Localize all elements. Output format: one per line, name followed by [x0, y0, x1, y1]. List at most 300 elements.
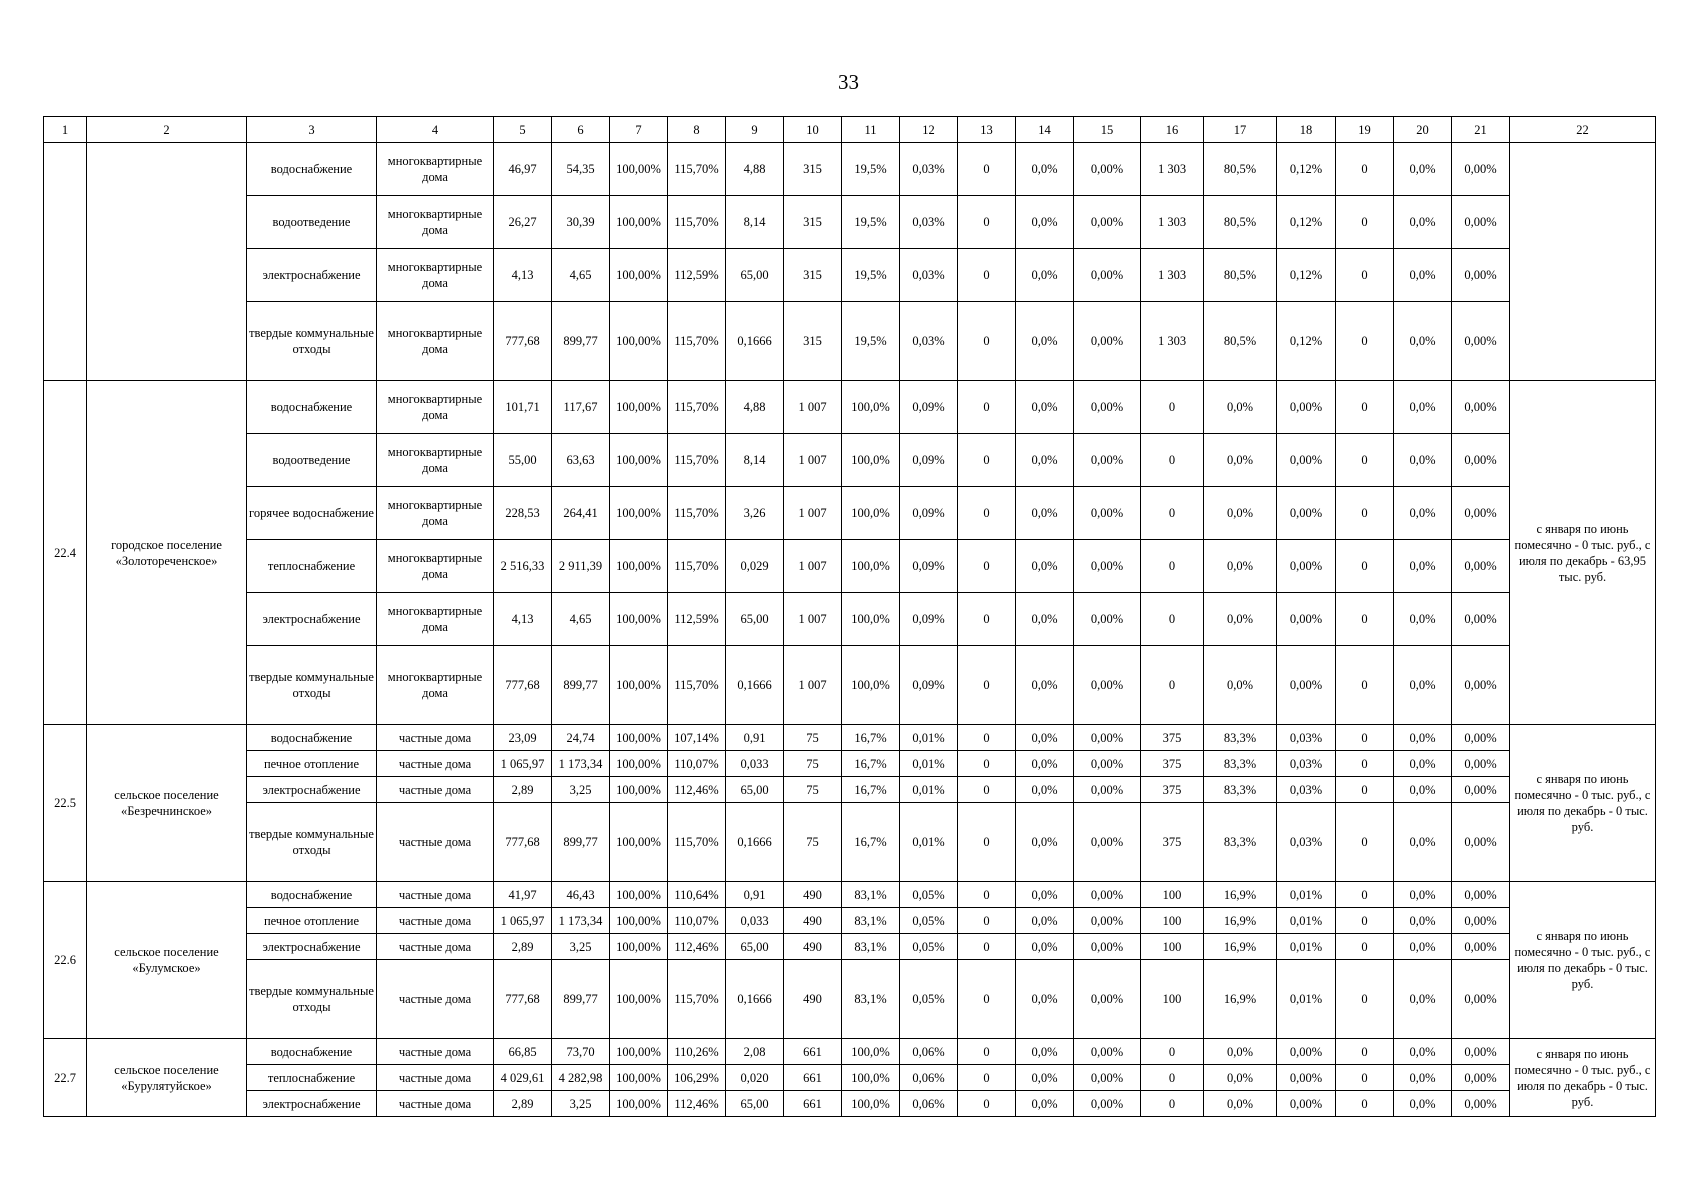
table-cell: 0,12% — [1277, 196, 1336, 249]
table-cell: водоснабжение — [247, 381, 377, 434]
table-cell: 115,70% — [668, 960, 726, 1039]
table-cell: 0 — [1336, 487, 1394, 540]
table-cell: 1 065,97 — [494, 908, 552, 934]
table-row — [44, 882, 1656, 908]
table-cell: 0,01% — [900, 803, 958, 882]
table-cell: теплоснабжение — [247, 540, 377, 593]
table-cell: 115,70% — [668, 381, 726, 434]
table-cell: 0,0% — [1016, 646, 1074, 725]
table-cell: 0,0% — [1394, 725, 1452, 751]
table-cell: 0 — [958, 196, 1016, 249]
table-cell: 0,00% — [1452, 1091, 1510, 1117]
table-cell: 115,70% — [668, 196, 726, 249]
row-number-cell: 22.6 — [44, 882, 87, 1039]
table-cell: 375 — [1141, 803, 1204, 882]
table-cell: 0,020 — [726, 1065, 784, 1091]
table-cell: 661 — [784, 1091, 842, 1117]
header-cell-11: 11 — [842, 117, 900, 143]
table-cell: 0,00% — [1074, 540, 1141, 593]
table-cell: 0,0% — [1016, 434, 1074, 487]
table-cell: 112,59% — [668, 593, 726, 646]
table-cell: 100,00% — [610, 646, 668, 725]
table-cell: 0 — [1336, 1091, 1394, 1117]
table-cell: 100 — [1141, 882, 1204, 908]
table-cell: 2,89 — [494, 934, 552, 960]
table-cell: многоквартирные дома — [377, 593, 494, 646]
settlement-name-cell: сельское поселение «Бурулятуйское» — [87, 1039, 247, 1117]
table-cell: 65,00 — [726, 1091, 784, 1117]
header-cell-13: 13 — [958, 117, 1016, 143]
table-row — [44, 777, 1656, 803]
table-cell: 0 — [1141, 540, 1204, 593]
header-row — [44, 117, 1656, 143]
table-cell: 777,68 — [494, 302, 552, 381]
table-cell: 112,46% — [668, 1091, 726, 1117]
table-cell: 0,01% — [1277, 934, 1336, 960]
table-cell: 100,00% — [610, 487, 668, 540]
table-cell: 83,3% — [1204, 777, 1277, 803]
table-cell: 100,00% — [610, 751, 668, 777]
table-cell: 30,39 — [552, 196, 610, 249]
table-cell: 0,00% — [1452, 143, 1510, 196]
table-cell: 0,1666 — [726, 803, 784, 882]
table-cell: 0,0% — [1204, 1065, 1277, 1091]
table-cell: 110,07% — [668, 751, 726, 777]
table-cell: 0,033 — [726, 751, 784, 777]
table-cell: многоквартирные дома — [377, 249, 494, 302]
table-cell: 0 — [958, 1039, 1016, 1065]
table-cell: 0,00% — [1074, 143, 1141, 196]
table-cell: 0,0% — [1394, 646, 1452, 725]
settlement-name-cell: городское поселение «Золотореченское» — [87, 381, 247, 725]
table-cell: 100,00% — [610, 434, 668, 487]
table-cell: 0 — [958, 646, 1016, 725]
table-cell: 16,7% — [842, 777, 900, 803]
table-cell: 0,00% — [1074, 196, 1141, 249]
table-cell: 4,65 — [552, 593, 610, 646]
table-cell: 106,29% — [668, 1065, 726, 1091]
table-cell: 112,46% — [668, 777, 726, 803]
table-cell: 0,0% — [1016, 908, 1074, 934]
table-cell: 0,0% — [1394, 960, 1452, 1039]
table-cell: 2,89 — [494, 777, 552, 803]
table-cell: водоотведение — [247, 434, 377, 487]
table-cell: 0 — [1336, 751, 1394, 777]
table-cell: 100,00% — [610, 908, 668, 934]
header-cell-2: 2 — [87, 117, 247, 143]
table-cell: 0,09% — [900, 434, 958, 487]
table-cell: 83,1% — [842, 934, 900, 960]
table-cell: 100,0% — [842, 593, 900, 646]
table-cell: 115,70% — [668, 434, 726, 487]
table-cell: 0 — [958, 302, 1016, 381]
table-cell: 73,70 — [552, 1039, 610, 1065]
table-cell: электроснабжение — [247, 934, 377, 960]
table-cell: 0,00% — [1452, 882, 1510, 908]
table-cell: 0,0% — [1204, 593, 1277, 646]
note-cell — [1510, 143, 1656, 381]
table-cell: частные дома — [377, 1039, 494, 1065]
table-cell: 0,0% — [1016, 381, 1074, 434]
table-cell: 1 007 — [784, 434, 842, 487]
table-cell: 26,27 — [494, 196, 552, 249]
table-cell: 0,00% — [1074, 908, 1141, 934]
table-cell: 100,00% — [610, 593, 668, 646]
table-cell: 0,00% — [1277, 540, 1336, 593]
table-cell: 4,13 — [494, 249, 552, 302]
table-cell: 19,5% — [842, 302, 900, 381]
table-cell: 0,0% — [1394, 487, 1452, 540]
table-cell: 54,35 — [552, 143, 610, 196]
table-cell: 0 — [958, 143, 1016, 196]
table-cell: 1 303 — [1141, 249, 1204, 302]
table-cell: частные дома — [377, 803, 494, 882]
table-cell: 490 — [784, 908, 842, 934]
table-cell: 0,0% — [1394, 143, 1452, 196]
table-cell: многоквартирные дома — [377, 302, 494, 381]
table-cell: 315 — [784, 249, 842, 302]
table-cell: 0 — [958, 777, 1016, 803]
table-cell: 0,00% — [1074, 882, 1141, 908]
table-cell: 0,91 — [726, 882, 784, 908]
table-cell: 0,0% — [1204, 540, 1277, 593]
table-cell: многоквартирные дома — [377, 540, 494, 593]
header-cell-7: 7 — [610, 117, 668, 143]
note-cell: с января по июнь помесячно - 0 тыс. руб., с июля по декабрь - 63,95 тыс. руб. — [1510, 381, 1656, 725]
table-cell: 0,12% — [1277, 249, 1336, 302]
table-cell: 110,07% — [668, 908, 726, 934]
table-cell: многоквартирные дома — [377, 434, 494, 487]
table-cell: 0,06% — [900, 1065, 958, 1091]
table-cell: 0 — [1336, 960, 1394, 1039]
table-cell: 1 173,34 — [552, 751, 610, 777]
table-row — [44, 1091, 1656, 1117]
table-cell: 0,00% — [1452, 1065, 1510, 1091]
table-cell: 0 — [958, 882, 1016, 908]
header-cell-1: 1 — [44, 117, 87, 143]
table-row — [44, 751, 1656, 777]
table-cell: 100,00% — [610, 934, 668, 960]
table-cell: 19,5% — [842, 249, 900, 302]
table-cell: 0 — [1336, 302, 1394, 381]
header-cell-17: 17 — [1204, 117, 1277, 143]
table-cell: 0,0% — [1394, 1065, 1452, 1091]
table-cell: 777,68 — [494, 960, 552, 1039]
table-cell: частные дома — [377, 777, 494, 803]
table-cell: 0 — [1336, 803, 1394, 882]
table-row — [44, 1039, 1656, 1065]
table-cell: 0 — [1336, 646, 1394, 725]
table-cell: 23,09 — [494, 725, 552, 751]
table-cell: 0,0% — [1016, 302, 1074, 381]
table-cell: 0,03% — [900, 143, 958, 196]
table-cell: электроснабжение — [247, 1091, 377, 1117]
table-cell: 19,5% — [842, 196, 900, 249]
table-row — [44, 1065, 1656, 1091]
table-cell: 1 007 — [784, 487, 842, 540]
table-cell: 0 — [1336, 143, 1394, 196]
table-cell: 0,03% — [1277, 777, 1336, 803]
table-cell: 0,00% — [1074, 434, 1141, 487]
table-cell: 777,68 — [494, 803, 552, 882]
table-cell: 899,77 — [552, 302, 610, 381]
table-cell: 264,41 — [552, 487, 610, 540]
table-row — [44, 434, 1656, 487]
table-cell: частные дома — [377, 1091, 494, 1117]
table-cell: 100,00% — [610, 882, 668, 908]
table-cell: 777,68 — [494, 646, 552, 725]
table-cell: 16,9% — [1204, 882, 1277, 908]
table-cell: 0,91 — [726, 725, 784, 751]
table-cell: 4,88 — [726, 143, 784, 196]
table-cell: 0,0% — [1016, 196, 1074, 249]
table-cell: теплоснабжение — [247, 1065, 377, 1091]
table-cell: частные дома — [377, 934, 494, 960]
table-cell: электроснабжение — [247, 593, 377, 646]
table-cell: 83,3% — [1204, 751, 1277, 777]
table-row — [44, 934, 1656, 960]
table-cell: 315 — [784, 196, 842, 249]
table-cell: 0,0% — [1394, 381, 1452, 434]
table-cell: 0,0% — [1016, 882, 1074, 908]
table-cell: 100,00% — [610, 1065, 668, 1091]
table-cell: 101,71 — [494, 381, 552, 434]
table-cell: 0 — [1336, 1065, 1394, 1091]
table-cell: 0,06% — [900, 1091, 958, 1117]
table-cell: 490 — [784, 934, 842, 960]
header-cell-8: 8 — [668, 117, 726, 143]
table-cell: 0,01% — [900, 751, 958, 777]
table-cell: 46,97 — [494, 143, 552, 196]
table-cell: 1 007 — [784, 540, 842, 593]
table-cell: 112,46% — [668, 934, 726, 960]
table-cell: 100,00% — [610, 302, 668, 381]
table-cell: 0 — [1336, 249, 1394, 302]
header-cell-6: 6 — [552, 117, 610, 143]
table-cell: 0,0% — [1394, 540, 1452, 593]
table-cell: 899,77 — [552, 646, 610, 725]
table-cell: 16,7% — [842, 751, 900, 777]
table-cell: 0 — [958, 725, 1016, 751]
table-cell: 0,00% — [1452, 725, 1510, 751]
table-cell: 100,00% — [610, 540, 668, 593]
table-cell: 0 — [958, 934, 1016, 960]
row-number-cell: 22.7 — [44, 1039, 87, 1117]
table-cell: 0 — [1141, 434, 1204, 487]
table-cell: 0,00% — [1452, 934, 1510, 960]
table-cell: 16,9% — [1204, 908, 1277, 934]
table-cell: твердые коммунальные отходы — [247, 960, 377, 1039]
table-cell: 0,00% — [1452, 646, 1510, 725]
table-cell: твердые коммунальные отходы — [247, 646, 377, 725]
table-cell: 2 516,33 — [494, 540, 552, 593]
table-cell: частные дома — [377, 882, 494, 908]
table-cell: 0 — [958, 751, 1016, 777]
table-cell: 0,01% — [900, 725, 958, 751]
tariff-table — [43, 116, 1656, 1117]
page-number: 33 — [838, 70, 859, 94]
table-cell: 0,00% — [1277, 487, 1336, 540]
table-cell: 0,03% — [1277, 751, 1336, 777]
table-cell: 661 — [784, 1065, 842, 1091]
table-cell: 8,14 — [726, 196, 784, 249]
table-cell: 115,70% — [668, 143, 726, 196]
header-cell-22: 22 — [1510, 117, 1656, 143]
table-cell: 0 — [1336, 908, 1394, 934]
table-cell: 0,00% — [1074, 1039, 1141, 1065]
table-cell: 0,00% — [1074, 302, 1141, 381]
table-cell: 0,0% — [1016, 803, 1074, 882]
table-cell: 0,0% — [1204, 381, 1277, 434]
table-cell: 0,0% — [1016, 143, 1074, 196]
header-cell-9: 9 — [726, 117, 784, 143]
table-cell: 100,00% — [610, 249, 668, 302]
table-cell: частные дома — [377, 1065, 494, 1091]
table-row — [44, 960, 1656, 1039]
table-cell: 46,43 — [552, 882, 610, 908]
table-cell: 0,00% — [1452, 777, 1510, 803]
table-cell: 100,00% — [610, 1091, 668, 1117]
header-cell-4: 4 — [377, 117, 494, 143]
table-cell: водоснабжение — [247, 882, 377, 908]
table-cell: 55,00 — [494, 434, 552, 487]
table-cell: 0,00% — [1452, 803, 1510, 882]
table-cell: 65,00 — [726, 249, 784, 302]
table-row — [44, 196, 1656, 249]
table-cell: электроснабжение — [247, 777, 377, 803]
table-cell: 0,01% — [1277, 882, 1336, 908]
table-cell: 0,00% — [1277, 646, 1336, 725]
table-cell: 0,0% — [1016, 593, 1074, 646]
table-cell: 100,00% — [610, 196, 668, 249]
table-cell: 83,1% — [842, 882, 900, 908]
table-cell: 3,26 — [726, 487, 784, 540]
table-cell: 0,03% — [1277, 725, 1336, 751]
table-cell: 1 007 — [784, 593, 842, 646]
table-cell: 1 007 — [784, 646, 842, 725]
table-cell: 115,70% — [668, 803, 726, 882]
table-cell: 0,00% — [1074, 1091, 1141, 1117]
table-cell: 0,01% — [900, 777, 958, 803]
settlement-name-cell — [87, 143, 247, 381]
table-cell: 1 303 — [1141, 196, 1204, 249]
table-cell: 0 — [1336, 777, 1394, 803]
table-row — [44, 908, 1656, 934]
table-cell: 0 — [1336, 381, 1394, 434]
table-cell: 661 — [784, 1039, 842, 1065]
table-cell: 0,033 — [726, 908, 784, 934]
table-cell: 0 — [958, 381, 1016, 434]
table-cell: 100 — [1141, 908, 1204, 934]
table-cell: 0,0% — [1204, 487, 1277, 540]
table-cell: 0,00% — [1452, 540, 1510, 593]
table-cell: 100,00% — [610, 1039, 668, 1065]
table-cell: 0,00% — [1452, 751, 1510, 777]
table-cell: частные дома — [377, 725, 494, 751]
table-cell: 0,00% — [1074, 803, 1141, 882]
table-cell: 0,00% — [1452, 1039, 1510, 1065]
table-cell: 0 — [1336, 434, 1394, 487]
table-cell: многоквартирные дома — [377, 143, 494, 196]
table-cell: 112,59% — [668, 249, 726, 302]
table-row — [44, 487, 1656, 540]
table-cell: 0,0% — [1394, 908, 1452, 934]
table-cell: 0,12% — [1277, 143, 1336, 196]
table-cell: 0,0% — [1016, 1039, 1074, 1065]
settlement-name-cell: сельское поселение «Булумское» — [87, 882, 247, 1039]
table-cell: 66,85 — [494, 1039, 552, 1065]
table-cell: 0,00% — [1074, 960, 1141, 1039]
table-cell: 16,9% — [1204, 960, 1277, 1039]
table-cell: 228,53 — [494, 487, 552, 540]
header-cell-15: 15 — [1074, 117, 1141, 143]
table-cell: 899,77 — [552, 960, 610, 1039]
table-cell: 0,0% — [1016, 1091, 1074, 1117]
table-cell: 0 — [1141, 646, 1204, 725]
table-cell: 1 065,97 — [494, 751, 552, 777]
header-cell-5: 5 — [494, 117, 552, 143]
table-cell: 0,0% — [1016, 1065, 1074, 1091]
table-cell: водоснабжение — [247, 725, 377, 751]
table-row — [44, 381, 1656, 434]
table-cell: электроснабжение — [247, 249, 377, 302]
table-cell: частные дома — [377, 751, 494, 777]
table-cell: 115,70% — [668, 487, 726, 540]
table-cell: 0,05% — [900, 908, 958, 934]
table-cell: 63,63 — [552, 434, 610, 487]
table-cell: 1 173,34 — [552, 908, 610, 934]
table-cell: 375 — [1141, 725, 1204, 751]
table-cell: 80,5% — [1204, 302, 1277, 381]
table-cell: 0 — [1336, 725, 1394, 751]
table-cell: 0,00% — [1452, 487, 1510, 540]
table-cell: 0,03% — [1277, 803, 1336, 882]
table-cell: 0 — [1141, 487, 1204, 540]
table-cell: 0 — [958, 960, 1016, 1039]
row-number-cell: 22.4 — [44, 381, 87, 725]
table-cell: 0,0% — [1394, 777, 1452, 803]
table-cell: 0,00% — [1277, 593, 1336, 646]
table-cell: 0,029 — [726, 540, 784, 593]
table-cell: твердые коммунальные отходы — [247, 302, 377, 381]
table-cell: 0,0% — [1394, 1091, 1452, 1117]
table-cell: 2,08 — [726, 1039, 784, 1065]
header-cell-19: 19 — [1336, 117, 1394, 143]
table-cell: 0,1666 — [726, 646, 784, 725]
table-cell: горячее водоснабжение — [247, 487, 377, 540]
table-cell: 16,7% — [842, 725, 900, 751]
header-cell-12: 12 — [900, 117, 958, 143]
table-cell: 0,05% — [900, 934, 958, 960]
table-cell: 41,97 — [494, 882, 552, 908]
table-cell: 83,1% — [842, 960, 900, 1039]
table-cell: 0,0% — [1394, 1039, 1452, 1065]
table-cell: 0,0% — [1016, 487, 1074, 540]
table-cell: 0 — [958, 908, 1016, 934]
table-cell: 100,00% — [610, 725, 668, 751]
table-cell: 0,0% — [1016, 249, 1074, 302]
table-cell: 100,0% — [842, 487, 900, 540]
table-cell: 0,00% — [1452, 249, 1510, 302]
table-cell: 83,3% — [1204, 803, 1277, 882]
table-cell: 75 — [784, 751, 842, 777]
table-cell: 1 303 — [1141, 302, 1204, 381]
table-cell: 0,0% — [1016, 751, 1074, 777]
table-row — [44, 540, 1656, 593]
table-cell: 0 — [1141, 593, 1204, 646]
table-cell: 2,89 — [494, 1091, 552, 1117]
table-cell: 0,01% — [1277, 908, 1336, 934]
